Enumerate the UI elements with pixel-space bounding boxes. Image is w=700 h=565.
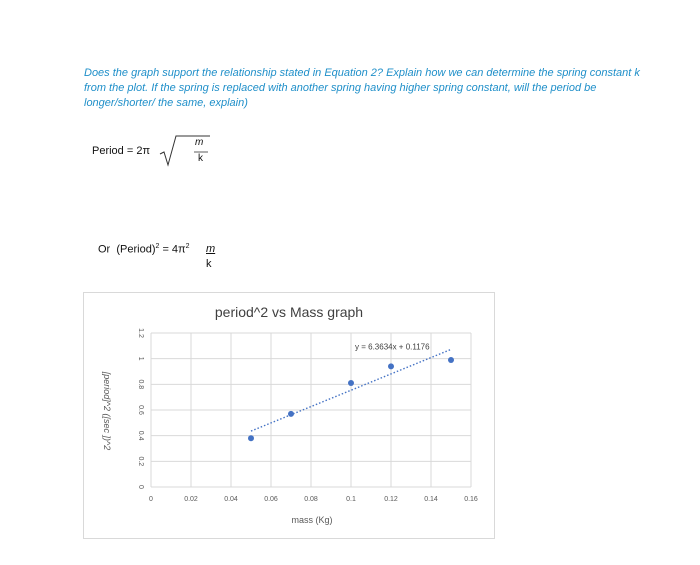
equation-2-lhs <box>98 243 190 256</box>
y-tick-label: 0.8 <box>137 379 144 390</box>
equation-1 <box>92 128 232 178</box>
x-tick-label: 0.04 <box>224 496 238 503</box>
y-tick-label: 1 <box>137 356 144 361</box>
x-axis-label: mass (Kg) <box>291 515 333 525</box>
equation-2-numerator: m <box>206 243 216 255</box>
y-tick-label: 1.2 <box>137 328 144 338</box>
data-point <box>248 435 254 441</box>
equation-2-base: (Period) <box>116 243 156 256</box>
equation-1-numerator: m <box>195 137 204 148</box>
x-tick-label: 0.1 <box>346 496 356 503</box>
y-axis-label: [period]^2 ([sec ])^2 <box>102 371 112 451</box>
scatter-chart <box>84 293 494 538</box>
trendline-equation: y = 6.3634x + 0.1176 <box>355 342 430 352</box>
equation-1-denominator: k <box>198 153 203 164</box>
y-tick-label: 0.2 <box>137 456 144 467</box>
x-tick-label: 0 <box>149 496 153 503</box>
equation-2 <box>98 240 258 274</box>
equation-2-mid: = 4π <box>159 243 186 256</box>
equation-2-mid-exp: 2 <box>185 243 190 250</box>
data-point <box>388 363 394 369</box>
x-tick-label: 0.02 <box>184 496 198 503</box>
equation-2-exp: 2 <box>155 243 160 250</box>
chart-title: period^2 vs Mass graph <box>214 304 364 320</box>
data-point <box>348 380 354 386</box>
x-tick-label: 0.12 <box>384 496 398 503</box>
x-tick-label: 0.16 <box>464 496 478 503</box>
chart-container <box>83 292 495 539</box>
y-tick-label: 0.6 <box>137 405 144 415</box>
data-point <box>288 411 294 417</box>
x-tick-label: 0.08 <box>304 496 318 503</box>
y-tick-label: 0 <box>137 485 144 489</box>
equation-2-or: Or <box>98 243 111 256</box>
data-point <box>448 357 454 363</box>
square-root-icon <box>154 132 214 168</box>
equation-2-denominator: k <box>206 258 212 270</box>
x-tick-label: 0.06 <box>264 496 278 503</box>
equation-1-lhs: Period = 2π <box>92 145 151 157</box>
x-tick-label: 0.14 <box>424 496 438 503</box>
y-tick-label: 0.4 <box>137 430 144 441</box>
question-text: Does the graph support the relationship stated in Equation 2? Explain how we can determine the spring constant k from the plot. If the spring is replaced with another spring having higher spring constant, will the period be longer/shorter/ the same, explain) <box>84 67 640 109</box>
